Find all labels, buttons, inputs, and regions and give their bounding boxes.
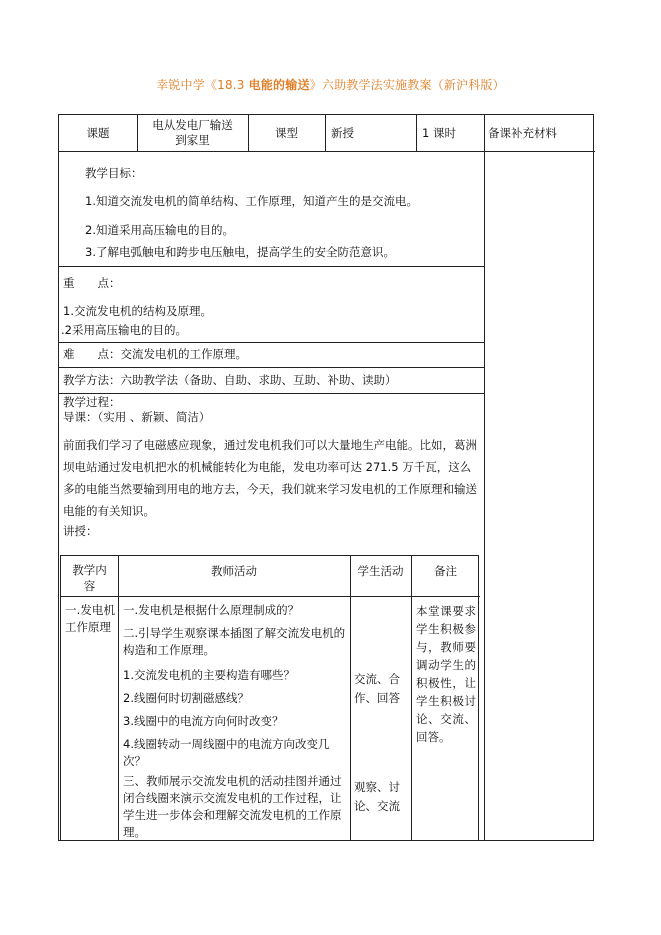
objective-item: 3.了解电弧触电和跨步电压触电，提高学生的安全防范意识。 bbox=[85, 245, 395, 259]
header-content-line2: 容 bbox=[83, 579, 96, 593]
process-heading: 教学过程： bbox=[63, 395, 121, 409]
teacher-item: 三、教师展示交流发电机的活动挂图并通过闭合线圈来演示交流发电机的工作过程，让学生进一步体会和理解交流发电机的工作原理。 bbox=[123, 774, 342, 839]
row-divider bbox=[61, 596, 480, 597]
title-prefix: 幸锐中学《18.3 bbox=[156, 78, 249, 92]
header-note: 备注 bbox=[434, 564, 457, 578]
document-title bbox=[0, 76, 661, 93]
teacher-item: 3.线圈中的电流方向何时改变？ bbox=[123, 714, 284, 728]
teacher-item: 4.线圈转动一周线圈中的电流方向改变几次？ bbox=[123, 737, 330, 768]
supplement-label: 备课补充材料 bbox=[488, 125, 557, 140]
title-suffix: 》六助教学法实施教案（新沪科版） bbox=[309, 78, 505, 92]
col-divider bbox=[350, 556, 351, 840]
lecture-label: 讲授： bbox=[63, 524, 98, 538]
header-content bbox=[61, 562, 118, 594]
activity-table bbox=[60, 555, 479, 841]
lesson-label: 课题 bbox=[86, 125, 110, 140]
teaching-method: 教学方法：六助教学法（备助、自助、求助、互助、补助、读助） bbox=[63, 373, 397, 387]
type-label: 课型 bbox=[275, 125, 298, 140]
row-divider bbox=[59, 266, 484, 267]
header-teacher: 教师活动 bbox=[211, 564, 257, 578]
student-item: 观察、讨论、交流 bbox=[354, 780, 400, 813]
student-item: 交流、合作、回答 bbox=[354, 672, 400, 705]
teacher-item: 1.交流发电机的主要构造有哪些？ bbox=[123, 668, 295, 682]
supplement-divider bbox=[484, 115, 485, 840]
col-divider bbox=[118, 556, 119, 840]
teacher-item: 二.引导学生观察课本插图了解交流发电机的构造和工作原理。 bbox=[123, 626, 346, 657]
header-content-line1: 教学内 bbox=[72, 563, 107, 577]
lesson-value bbox=[137, 115, 248, 151]
key-points-heading: 重 点： bbox=[63, 276, 121, 290]
row-divider bbox=[59, 393, 484, 394]
content-cell: 一.发电机工作原理 bbox=[65, 603, 115, 634]
row-divider bbox=[59, 342, 484, 343]
key-point-item: 1.交流发电机的结构及原理。 bbox=[63, 304, 212, 318]
hours: 1 课时 bbox=[422, 125, 456, 140]
lesson-value-line1: 电从发电厂输送 bbox=[152, 118, 233, 132]
row-divider bbox=[59, 151, 595, 152]
title-bold: 电能的输送 bbox=[248, 78, 310, 92]
lesson-value-line2: 到家里 bbox=[175, 133, 210, 147]
note-cell: 本堂课要求学生积极参与，教师要调动学生的积极性，让学生积极讨论、交流、回答。 bbox=[416, 604, 476, 744]
objective-item: 1.知道交流发电机的简单结构、工作原理，知道产生的是交流电。 bbox=[85, 194, 418, 208]
process-paragraph: 前面我们学习了电磁感应现象，通过发电机我们可以大量地生产电能。比如，葛洲坝电站通过发电机把水的机械能转化为电能，发电功率可达 271.5 万千瓦，这么多的电能当然要输到用电的地方去，今天，我们就来学习发电机的工作原理和输送电能的有关知识。 bbox=[63, 438, 477, 518]
teacher-item: 一.发电机是根据什么原理制成的？ bbox=[123, 603, 300, 617]
difficulty: 难 点：交流发电机的工作原理。 bbox=[63, 347, 247, 361]
objectives-heading: 教学目标： bbox=[85, 166, 143, 180]
header-student: 学生活动 bbox=[357, 564, 404, 578]
col-divider bbox=[411, 556, 412, 840]
objective-item: 2.知道采用高压输电的目的。 bbox=[85, 223, 234, 237]
row-divider bbox=[59, 367, 484, 368]
type-value: 新授 bbox=[331, 125, 354, 140]
key-point-item: .2采用高压输电的目的。 bbox=[61, 323, 187, 337]
teacher-item: 2.线圈何时切割磁感线？ bbox=[123, 691, 249, 705]
process-intro: 导课：（实用 、新颖、简洁） bbox=[63, 410, 211, 424]
